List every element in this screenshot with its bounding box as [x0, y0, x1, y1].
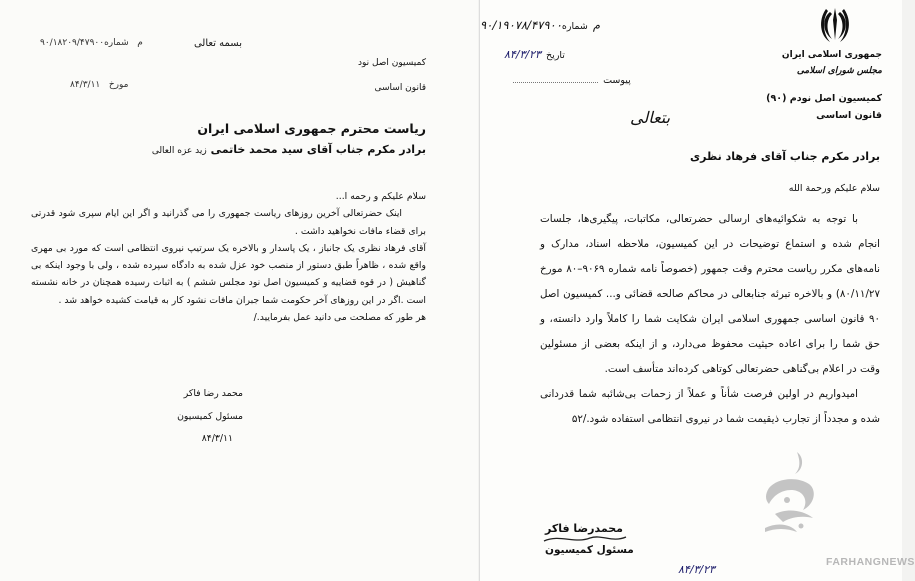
right-letter: [480, 0, 915, 581]
signature-date: ۸۴/۳/۱۱: [201, 433, 233, 444]
attachment-row: [513, 68, 631, 87]
greeting: سلام علیکم و رحمه ا...: [335, 191, 426, 202]
signature-scribble-icon: [540, 532, 630, 546]
letter-date-value: ۸۴/۳/۱۱: [70, 80, 101, 90]
addressee: برادر مکرم جناب آقای فرهاد نظری: [690, 150, 880, 163]
letter-date-label: تاریخ: [546, 50, 565, 61]
commission-name: کمیسیون اصل نودم (۹۰): [766, 93, 882, 104]
commission-subtitle: قانون اساسی: [816, 110, 882, 121]
letter-date-value: ۸۴/۳/۲۳: [504, 48, 541, 61]
letter-number-row: [480, 14, 600, 33]
letter-number-value: ۹۰/۱۹۰۷۸/۴۷۹۰۰م: [480, 18, 601, 32]
letter-number-label: شماره: [104, 38, 129, 48]
body-paragraph: آقای فرهاد نظری یک جانباز ، یک پاسدار و بالاخره یک سرتیپ نیروی انتظامی است که مورد بی مهری واقع شده ، ظاهراً طبق دستور از منصب خود عزل شده به دادگاه سپرده شده ، ولی با وجود اینکه بی گناهیش ( در قوه قضاییه و کمیسیون اصل نود مجلس ششم ) به اثبات رسیده همچنان در خانه نشسته است .اگر در این روزهای آخر حکومت شما جبران مافات نشود کار به قیامت کشیده خواهد شد .: [31, 242, 426, 306]
body-paragraph: هر طور که مصلحت می دانید عمل بفرمایید./: [253, 312, 426, 324]
letter-date-label: مورخ: [108, 80, 129, 90]
bottom-number: ۸۴/۳/۲۳: [678, 563, 715, 576]
basmala: بسمه تعالی: [193, 38, 242, 49]
letter-date-row: [504, 43, 565, 62]
addressee-honorific: زید عزه العالی: [151, 146, 207, 156]
signature-title: مسئول کمیسیون: [545, 544, 634, 556]
body-paragraph: با توجه به شکوائیه‌های ارسالی حضرتعالی، مکاتبات، پیگیری‌ها، جلسات انجام شده و استماع توضیحات در این کمیسیون، ملاحظه اسناد، مدارک و نامه‌های مکرر ریاست محترم وقت جمهور (خصوصاً نامه شماره ۹۰۶۹–۸۰ مورخ ۸۰/۱۱/۲۷) و بالاخره تبرئه جنابعالی در محاکم صالحه قضائی و... کمیسیون اصل ۹۰ قانون اساسی جمهوری اسلامی ایران شکایت شما را کاملاً وارد دانسته، و حق شما را برای اعاده حیثیت محفوظ می‌دارد، و از اینکه بعضی از مسئولین وقت در اعلام بی‌گناهی حضرتعالی کوتاهی کرده‌اند متأسف است.: [540, 213, 880, 375]
iran-emblem-icon: [820, 6, 850, 44]
commission-subheader: قانون اساسی: [374, 83, 426, 93]
signature-name: محمد رضا فاکر: [183, 388, 243, 399]
signature-title: مسئول کمیسیون: [177, 411, 243, 422]
letter-number-value: ۹۰/۱۸۲۰۹/۴۷۹۰۰م: [40, 38, 143, 48]
letter-body: [540, 207, 880, 432]
attachment-label: پیوست: [603, 75, 631, 86]
letter-date-row: [70, 80, 129, 90]
signature-name: محمدرضا فاکر: [545, 522, 623, 535]
body-paragraph: اینک حضرتعالی آخرین روزهای ریاست جمهوری را می گذرانید و اگر این ایام سپری شود قدرتی برای قضاء مافات نخواهید داشت .: [31, 208, 426, 237]
body-paragraph: امیدواریم در اولین فرصت شأناً و عملاً از زحمات بی‌شائبه شما قدردانی شده و مجدداً از تجارب ذیقیمت شما در نیروی انتظامی استفاده شود./۵۲: [540, 388, 880, 425]
commission-header: کمیسیون اصل نود: [357, 58, 426, 68]
watermark-text: FARHANGNEWS: [826, 556, 915, 568]
addressee-title: ریاست محترم جمهوری اسلامی ایران: [197, 121, 426, 136]
addressee-name-text: برادر مکرم جناب آقای سید محمد خاتمی: [210, 143, 426, 156]
logo-text-line: جمهوری اسلامی ایران: [781, 50, 882, 60]
tagline: بتعالی: [630, 108, 671, 127]
letter-number-label: شماره: [561, 21, 588, 32]
farhangnews-logo-icon: [757, 448, 827, 538]
letter-number-row: [40, 38, 143, 48]
letter-body: [31, 188, 426, 326]
greeting: سلام علیکم ورحمة الله: [788, 183, 880, 194]
addressee-name: [152, 143, 426, 156]
logo-text-line: مجلس شورای اسلامی: [796, 66, 882, 76]
